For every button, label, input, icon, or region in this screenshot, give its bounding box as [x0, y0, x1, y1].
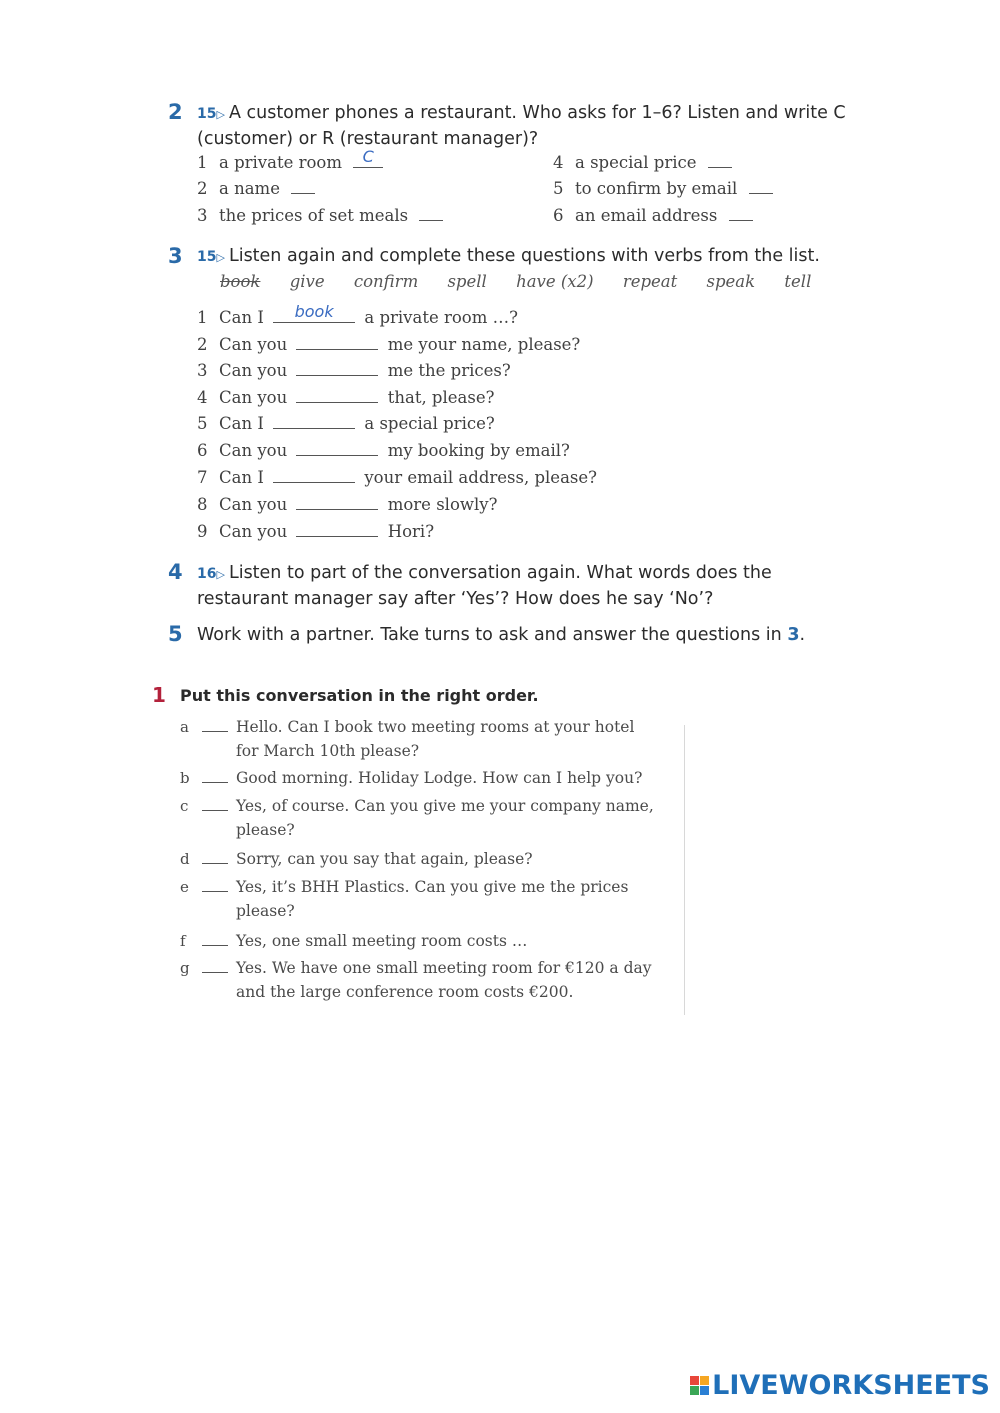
verb-word: book: [220, 272, 261, 291]
audio-track-icon: 16▷: [197, 566, 225, 582]
answer-field[interactable]: [708, 153, 732, 168]
answer-field[interactable]: [296, 388, 378, 403]
verb-word: give: [289, 272, 325, 291]
order-answer-field[interactable]: [202, 770, 228, 783]
liveworksheets-logo: LIVEWORKSHEETS: [690, 1370, 990, 1401]
verb-word: have (x2): [516, 272, 594, 291]
answer-field[interactable]: [296, 361, 378, 376]
conversation-line: a Hello. Can I book two meeting rooms at your hotel for March 10th please?: [180, 718, 635, 760]
ex2-item: 1 a private room C: [197, 153, 383, 172]
ex2-item: 3 the prices of set meals: [197, 206, 443, 225]
answer-field[interactable]: [749, 179, 773, 194]
exercise-3-number: 3: [168, 244, 183, 268]
conversation-line: g Yes. We have one small meeting room for €120 a day and the large conference room costs €200.: [180, 959, 652, 1001]
verb-word: confirm: [353, 272, 419, 291]
answer-field[interactable]: [291, 179, 315, 194]
conversation-exercise-number: 1: [152, 683, 166, 707]
ex3-item: 4 Can you that, please?: [197, 388, 495, 407]
ex3-item: 3 Can you me the prices?: [197, 361, 511, 380]
answer-field[interactable]: [296, 441, 378, 456]
ex3-item: 2 Can you me your name, please?: [197, 335, 581, 354]
conversation-line: d Sorry, can you say that again, please?: [180, 850, 533, 868]
ex2-item: 5 to confirm by email: [553, 179, 773, 198]
ex3-item: 6 Can you my booking by email?: [197, 441, 570, 460]
conversation-line: c Yes, of course. Can you give me your company name, please?: [180, 797, 654, 839]
audio-track-icon: 15▷: [197, 249, 225, 265]
verb-word: speak: [706, 272, 756, 291]
answer-field[interactable]: [296, 495, 378, 510]
logo-icon: [690, 1376, 709, 1395]
answer-field[interactable]: [273, 468, 355, 483]
ex3-item: 7 Can I your email address, please?: [197, 468, 597, 487]
ex3-item: 1 Can I book a private room …?: [197, 302, 518, 327]
exercise-4-number: 4: [168, 560, 183, 584]
exercise-5-number: 5: [168, 622, 183, 646]
order-answer-field[interactable]: [202, 798, 228, 811]
verb-list: [220, 272, 835, 291]
order-answer-field[interactable]: [202, 933, 228, 946]
verb-word: tell: [784, 272, 812, 291]
ex3-item: 8 Can you more slowly?: [197, 495, 498, 514]
column-divider: [684, 725, 685, 1015]
ex2-item: 6 an email address: [553, 206, 753, 225]
conversation-instruction: Put this conversation in the right order.: [180, 686, 539, 705]
order-answer-field[interactable]: [202, 960, 228, 973]
answer-field[interactable]: C: [353, 153, 383, 168]
ex2-item: 4 a special price: [553, 153, 732, 172]
audio-track-icon: 15▷: [197, 106, 225, 122]
ex3-item: 9 Can you Hori?: [197, 522, 435, 541]
exercise-2-number: 2: [168, 100, 183, 124]
conversation-line: b Good morning. Holiday Lodge. How can I help you?: [180, 769, 643, 787]
verb-word: repeat: [622, 272, 678, 291]
exercise-2-instruction: 15▷ A customer phones a restaurant. Who asks for 1–6? Listen and write C (customer) or R (restaurant manager)?: [197, 103, 846, 149]
answer-field[interactable]: [419, 206, 443, 221]
conversation-line: e Yes, it’s BHH Plastics. Can you give me the prices please?: [180, 878, 629, 920]
order-answer-field[interactable]: [202, 879, 228, 892]
exercise-5-instruction: Work with a partner. Take turns to ask and answer the questions in 3.: [197, 625, 806, 645]
exercise-4-instruction: 16▷ Listen to part of the conversation again. What words does the restaurant manager say after ‘Yes’? How does he say ‘No’?: [197, 563, 772, 609]
ex2-item: 2 a name: [197, 179, 315, 198]
order-answer-field[interactable]: [202, 719, 228, 732]
answer-field[interactable]: [296, 335, 378, 350]
verb-word: spell: [447, 272, 487, 291]
exercise-3-instruction: 15▷ Listen again and complete these questions with verbs from the list.: [197, 246, 820, 266]
order-answer-field[interactable]: [202, 851, 228, 864]
answer-field[interactable]: [273, 414, 355, 429]
answer-field[interactable]: [729, 206, 753, 221]
ex3-item: 5 Can I a special price?: [197, 414, 495, 433]
answer-field[interactable]: [296, 522, 378, 537]
answer-field[interactable]: book: [273, 308, 355, 323]
conversation-line: f Yes, one small meeting room costs …: [180, 932, 528, 950]
